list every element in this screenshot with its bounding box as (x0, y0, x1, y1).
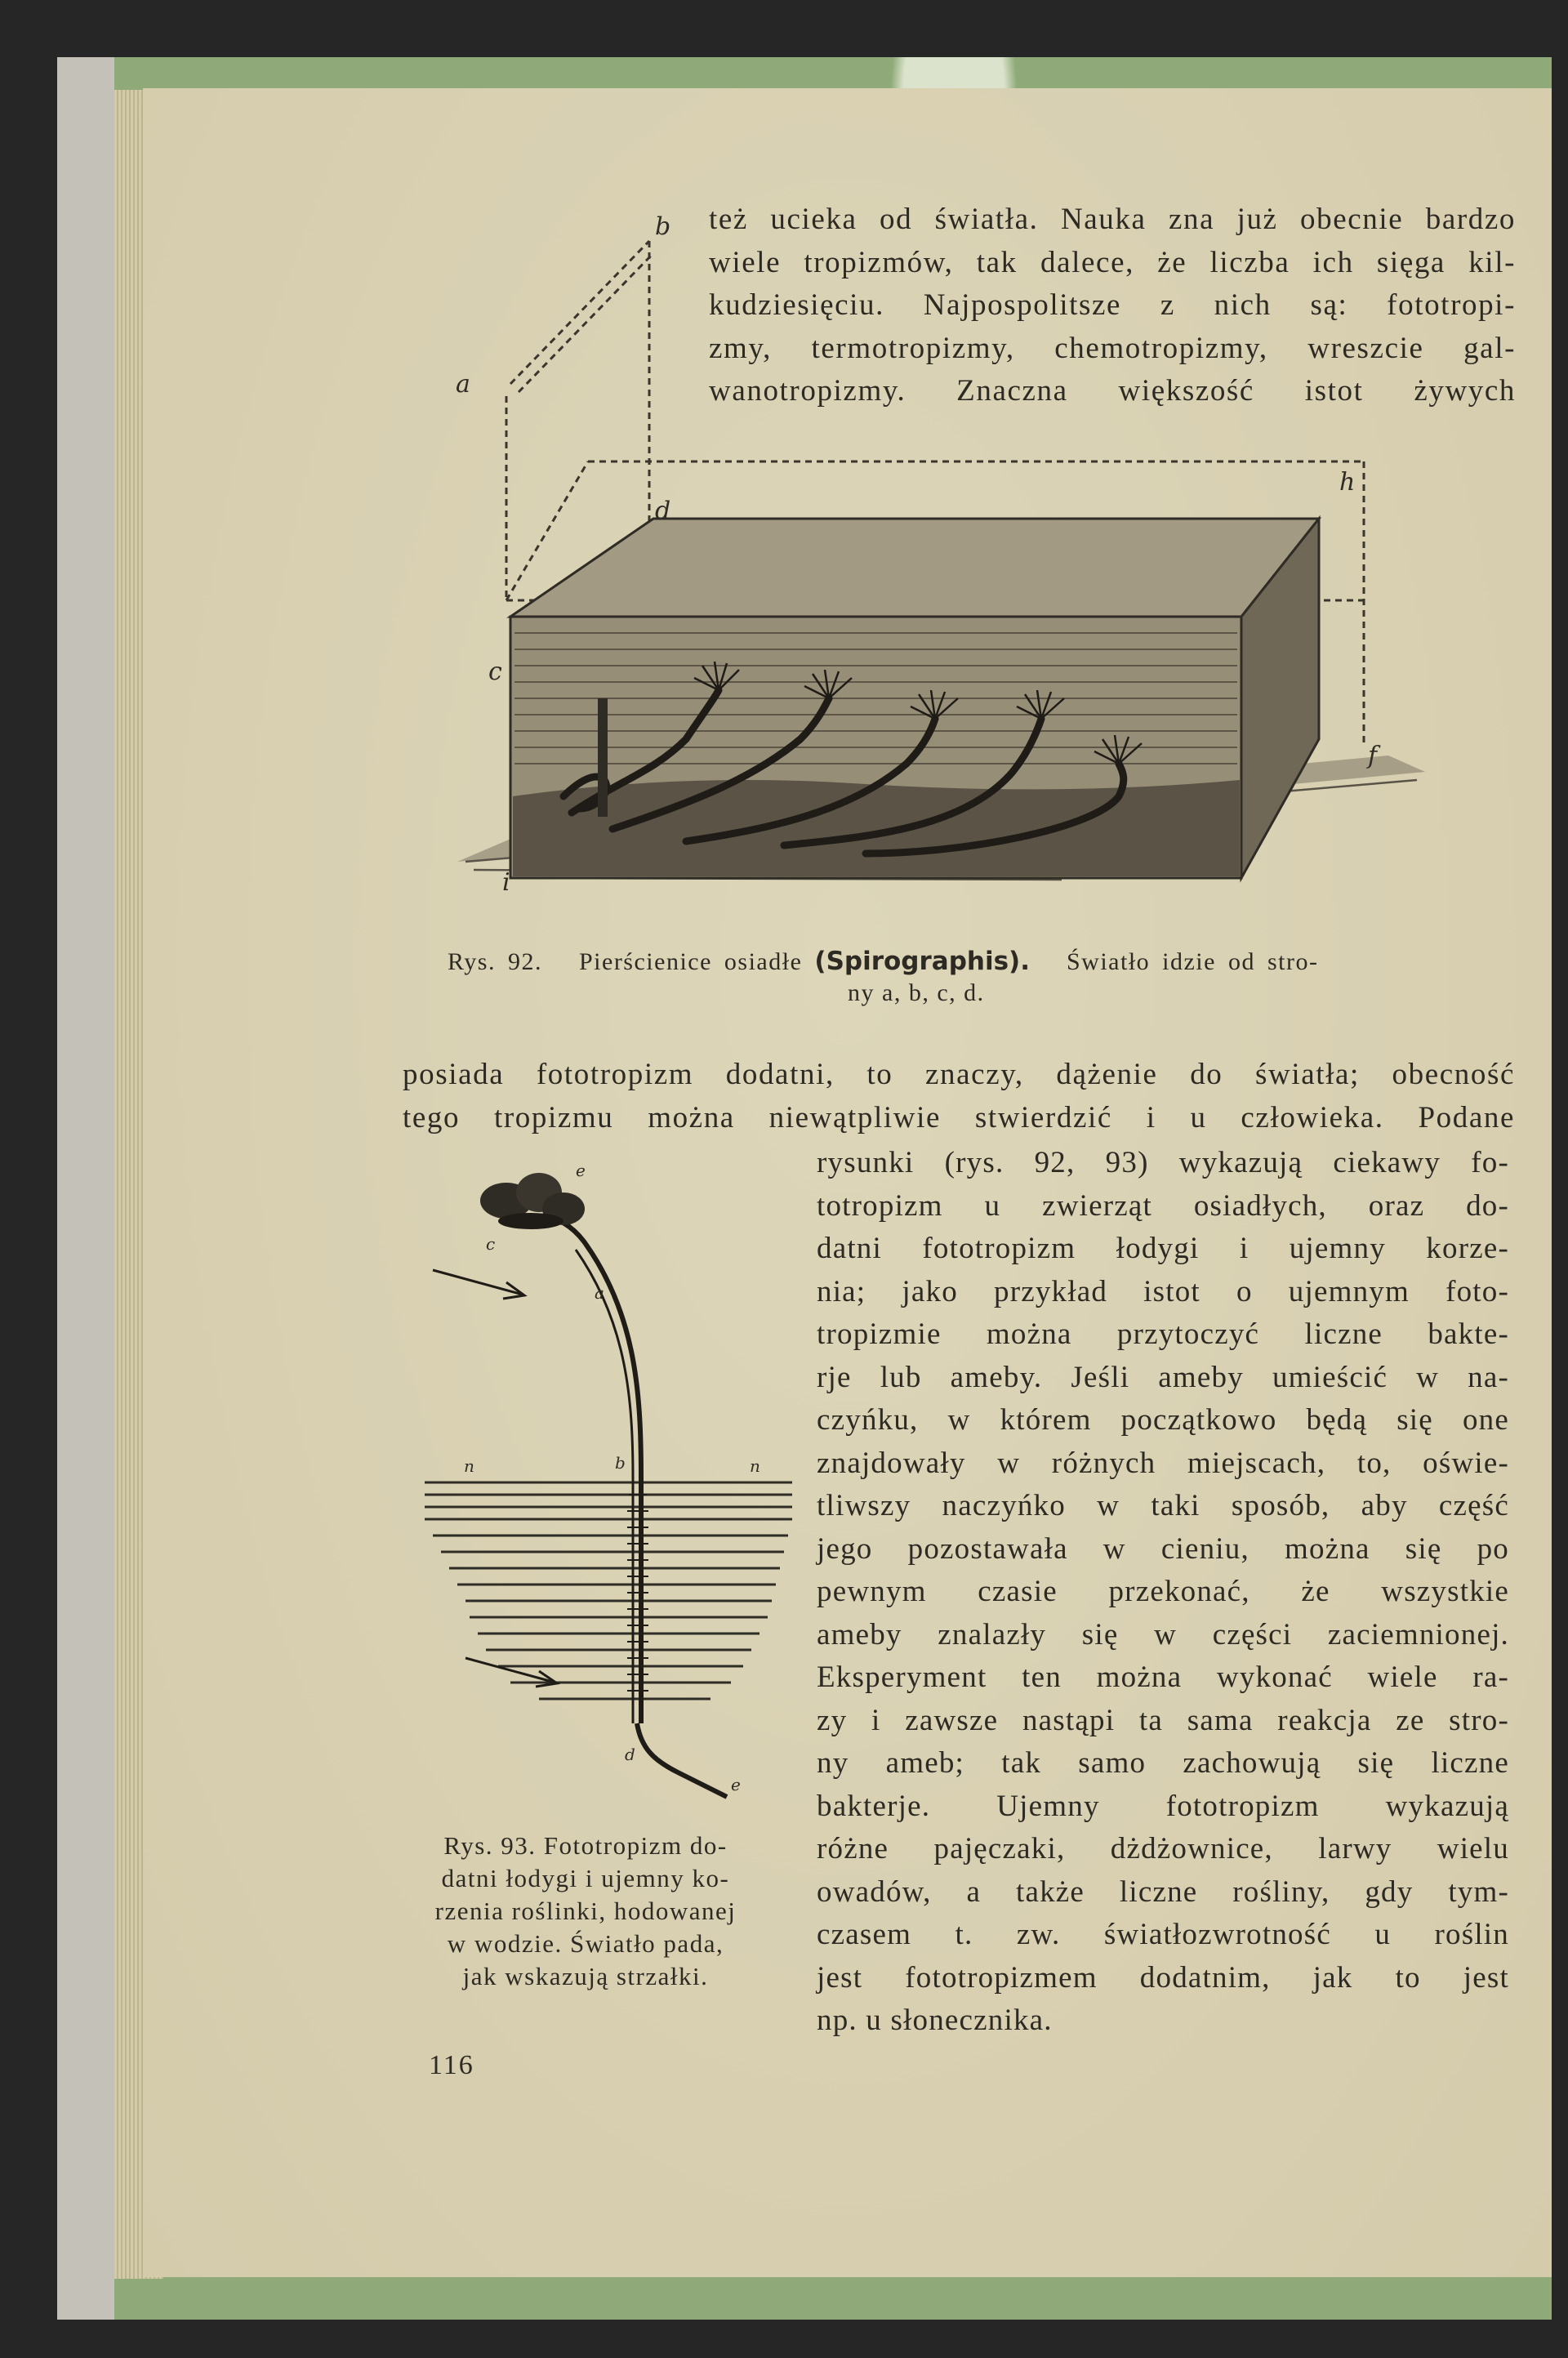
figure-label: b (615, 1453, 626, 1473)
caption-line: ny a, b, c, d. (848, 979, 985, 1006)
text-line: rysunki (rys. 92, 93) wykazują ciekawy fo- (817, 1146, 1509, 1179)
text-line: nia; jako przykład istot o ujemnym foto- (817, 1274, 1509, 1308)
text-line: Eksperyment ten można wykonać wiele ra- (817, 1660, 1509, 1694)
caption-line: Rys. 93. Fototropizm do- (443, 1831, 728, 1860)
figure-93-caption (406, 1830, 765, 1993)
figure-label: d (625, 1745, 635, 1764)
caption-label: Rys. 92. (448, 948, 542, 975)
figure-92-aquarium-illustration (441, 208, 1446, 927)
text-line: bakterje. Ujemny fototropizm wykazują (817, 1789, 1509, 1823)
text-line: kudziesięciu. Najpospolitsze z nich są: fototropi- (709, 288, 1516, 322)
text-line: zmy, termotropizmy, chemotropizmy, wreszcie gal- (709, 331, 1516, 365)
right-column-paragraph (817, 1142, 1509, 2043)
caption-genus: (Spirographis). (814, 947, 1030, 976)
page-number: 116 (429, 2050, 474, 2080)
text-line: ny ameb; tak samo zachowują się liczne (817, 1746, 1509, 1780)
text-line: tliwszy naczyńko w taki sposób, aby część (817, 1489, 1509, 1522)
text-line: posiada fototropizm dodatni, to znaczy, dążenie do światła; obecność (403, 1058, 1515, 1091)
middle-paragraph (403, 1054, 1515, 1139)
caption-line: datni łodygi i ujemny ko- (441, 1864, 730, 1892)
figure-label: i (502, 868, 510, 897)
figure-label: a (595, 1283, 604, 1303)
text-line: pewnym czasie przekonać, że wszystkie (817, 1575, 1509, 1608)
figure-label: h (1339, 468, 1356, 497)
figure-label: e (576, 1161, 586, 1180)
text-line: czasem t. zw. światłozwrotność u roślin (817, 1918, 1509, 1951)
figure-label: n (750, 1456, 760, 1476)
figure-label: a (456, 370, 470, 399)
text-line: czyńku, w którem początkowo będą się one (817, 1403, 1509, 1437)
text-line: tego tropizmu można niewątpliwie stwierdzić i u człowieka. Podane (403, 1100, 1515, 1134)
figure-label: c (488, 657, 502, 686)
text-line: rje lub ameby. Jeśli ameby umieścić w na- (817, 1360, 1509, 1394)
text-line: jest fototropizmem dodatnim, jak to jest (817, 1960, 1509, 1995)
text-line: wanotropizmy. Znaczna większość istot żywych (709, 374, 1516, 408)
text-line: datni fototropizm łodygi i ujemny korze- (817, 1232, 1509, 1265)
text-line: wiele tropizmów, tak dalece, że liczba ich sięga kil- (709, 245, 1516, 279)
figure-label: e (731, 1775, 741, 1794)
caption-text: Światło idzie od stro- (1066, 948, 1319, 975)
figure-label: d (655, 497, 671, 525)
figure-label: c (486, 1234, 496, 1254)
caption-line: jak wskazują strzałki. (462, 1962, 709, 1990)
text-line: też ucieka od światła. Nauka zna już obecnie bardzo (709, 203, 1516, 236)
text-line: ameby znalazły się w części zaciemnionej. (817, 1617, 1509, 1651)
caption-line: w wodzie. Światło pada, (447, 1929, 724, 1958)
text-line: jego pozostawała w cieniu, można się po (817, 1531, 1509, 1566)
caption-line: rzenia roślinki, hodowanej (434, 1897, 737, 1925)
book-spine (57, 57, 114, 2320)
text-line: owadów, a także liczne rośliny, gdy tym- (817, 1874, 1509, 1909)
caption-text: Pierścienice osiadłe (578, 948, 803, 975)
figure-92-caption (448, 946, 1460, 1009)
figure-label: n (464, 1456, 474, 1476)
figure-label: f (1368, 742, 1378, 770)
text-line: zy i zawsze nastąpi ta sama reakcja ze stro- (817, 1703, 1509, 1737)
text-line: tropizmie można przytoczyć liczne bakte- (817, 1317, 1509, 1351)
text-line: np. u słonecznika. (817, 2004, 1053, 2037)
figure-label: b (655, 212, 671, 241)
text-line: różne pajęczaki, dżdżownice, larwy wielu (817, 1832, 1509, 1865)
text-line: znajdowały w różnych miejscach, to, oświe- (817, 1446, 1509, 1480)
text-line: totropizm u zwierząt osiadłych, oraz do- (817, 1188, 1509, 1223)
figure-93-plant-illustration (408, 1152, 808, 1821)
